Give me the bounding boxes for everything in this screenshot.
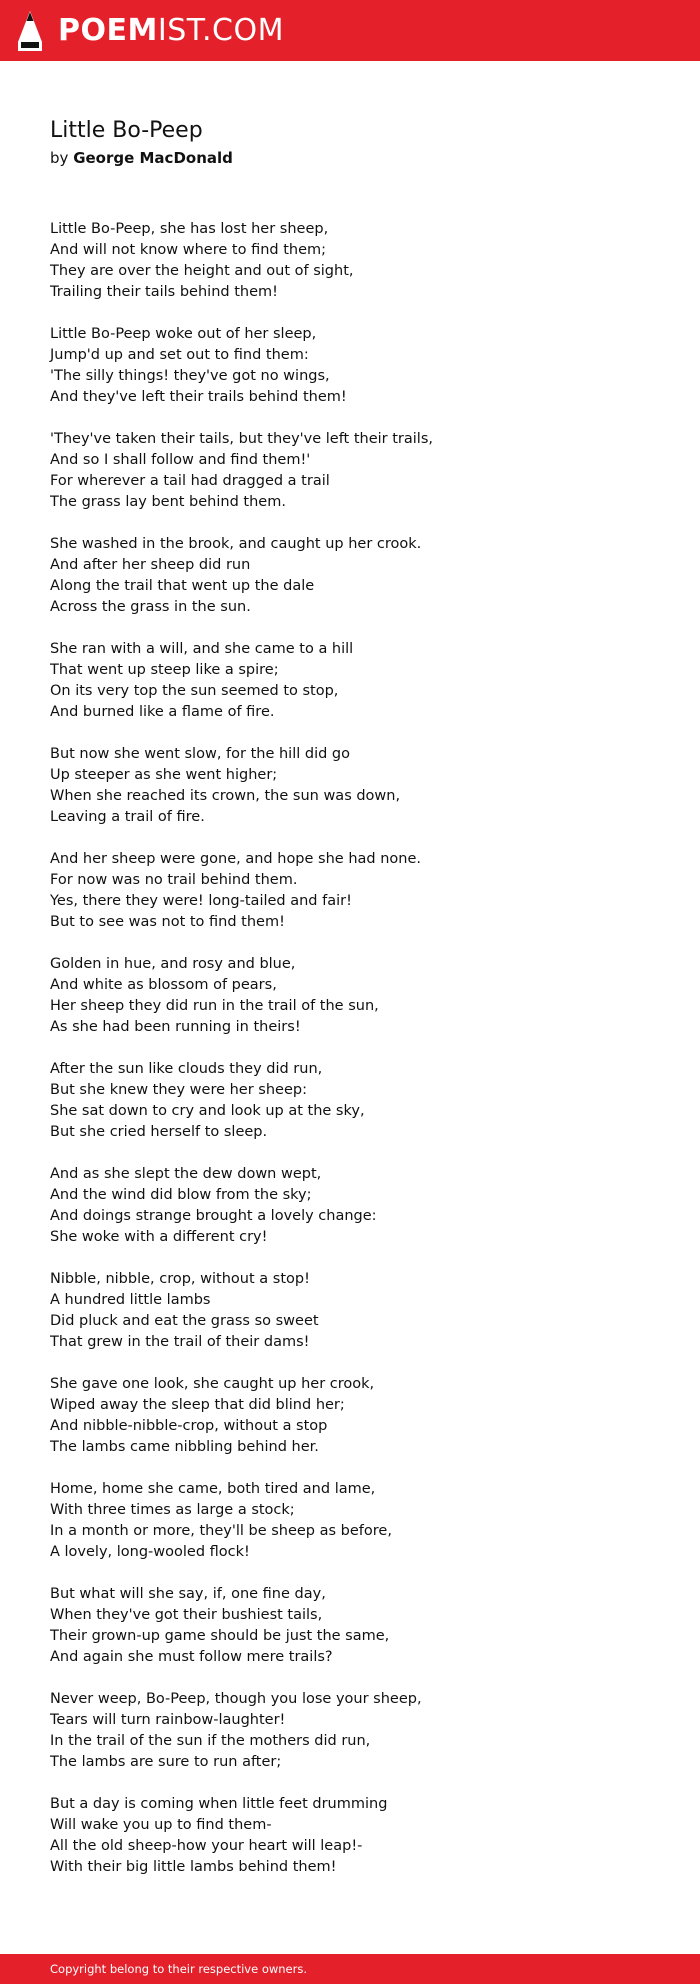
poem-line: With their big little lambs behind them! [50, 1859, 337, 1875]
poem-line: After the sun like clouds they did run, [50, 1061, 323, 1077]
poem-line: And her sheep were gone, and hope she had none. [50, 851, 421, 867]
copyright-notice: Copyright belong to their respective owners. [50, 1962, 308, 1976]
poem-line: She sat down to cry and look up at the sky, [50, 1103, 365, 1119]
poem-line: A hundred little lambs [50, 1292, 211, 1308]
poem-stanza [50, 429, 660, 513]
poem-line: But she knew they were her sheep: [50, 1082, 307, 1098]
poem-line: Home, home she came, both tired and lame, [50, 1481, 376, 1497]
poem-line: In a month or more, they'll be sheep as before, [50, 1523, 392, 1539]
poem-byline [50, 147, 660, 169]
poem-line: That grew in the trail of their dams! [50, 1334, 310, 1350]
logo-strong-text: POEM [58, 13, 158, 48]
site-footer [0, 1954, 700, 1984]
poem-line: And again she must follow mere trails? [50, 1649, 333, 1665]
poem-line: Yes, there they were! long-tailed and fair! [50, 893, 352, 909]
poem-line: And so I shall follow and find them!' [50, 452, 311, 468]
poem-line: She gave one look, she caught up her crook, [50, 1376, 375, 1392]
poem-line: On its very top the sun seemed to stop, [50, 683, 339, 699]
poem-line: And nibble-nibble-crop, without a stop [50, 1418, 328, 1434]
poem-line: 'The silly things! they've got no wings, [50, 368, 330, 384]
poem-line: Never weep, Bo-Peep, though you lose your sheep, [50, 1691, 422, 1707]
poem-line: Nibble, nibble, crop, without a stop! [50, 1271, 310, 1287]
poem-line: When they've got their bushiest tails, [50, 1607, 323, 1623]
poem-line: Jump'd up and set out to find them: [50, 347, 309, 363]
poem-title: Little Bo-Peep [50, 118, 203, 143]
poem-line: The grass lay bent behind them. [50, 494, 286, 510]
poem-line: Will wake you up to find them- [50, 1817, 272, 1833]
poem-line: Trailing their tails behind them! [50, 284, 278, 300]
poem-line: They are over the height and out of sight, [50, 263, 354, 279]
poem-stanza [50, 324, 660, 408]
poem-line: Wiped away the sleep that did blind her; [50, 1397, 345, 1413]
poem-line: She ran with a will, and she came to a hill [50, 641, 354, 657]
poem-line: Her sheep they did run in the trail of the sun, [50, 998, 379, 1014]
poem-stanza [50, 534, 660, 618]
poem-stanza [50, 639, 660, 723]
poem-line: But she cried herself to sleep. [50, 1124, 268, 1140]
poem-line: But a day is coming when little feet drumming [50, 1796, 388, 1812]
poem-stanza [50, 1584, 660, 1668]
site-header [0, 0, 700, 61]
poem-line: Along the trail that went up the dale [50, 578, 315, 594]
poem-line: When she reached its crown, the sun was down, [50, 788, 401, 804]
poem-line: Across the grass in the sun. [50, 599, 251, 615]
poem-line: And the wind did blow from the sky; [50, 1187, 312, 1203]
poem-line: She woke with a different cry! [50, 1229, 268, 1245]
poem-line: Golden in hue, and rosy and blue, [50, 956, 296, 972]
poem-line: Their grown-up game should be just the same, [50, 1628, 390, 1644]
poem-line: But now she went slow, for the hill did go [50, 746, 350, 762]
site-logo[interactable] [17, 9, 284, 53]
poem-line: And burned like a flame of fire. [50, 704, 275, 720]
poem-line: For now was no trail behind them. [50, 872, 298, 888]
poem-line: And will not know where to find them; [50, 242, 327, 258]
poem-line: And as she slept the dew down wept, [50, 1166, 322, 1182]
poem-line: Tears will turn rainbow-laughter! [50, 1712, 286, 1728]
poem-line: And white as blossom of pears, [50, 977, 277, 993]
logo-light-text: IST.COM [157, 13, 284, 48]
poem-line: She washed in the brook, and caught up her crook. [50, 536, 422, 552]
poem-line: With three times as large a stock; [50, 1502, 295, 1518]
poem-line: And doings strange brought a lovely change: [50, 1208, 377, 1224]
poem-line: And after her sheep did run [50, 557, 251, 573]
poem-stanza [50, 849, 660, 933]
poem-line: Little Bo-Peep, she has lost her sheep, [50, 221, 329, 237]
poem-stanza [50, 219, 660, 303]
poem-line: The lambs came nibbling behind her. [50, 1439, 319, 1455]
poem-body [50, 219, 660, 1899]
poem-stanza [50, 1374, 660, 1458]
poem-line: The lambs are sure to run after; [50, 1754, 282, 1770]
poem-stanza [50, 1164, 660, 1248]
poem-line: And they've left their trails behind them! [50, 389, 347, 405]
by-label: by [50, 149, 69, 167]
poem-line: A lovely, long-wooled flock! [50, 1544, 250, 1560]
poem-author: George MacDonald [73, 149, 233, 167]
poem-line: 'They've taken their tails, but they've left their trails, [50, 431, 434, 447]
poem-stanza [50, 1059, 660, 1143]
poem-line: But to see was not to find them! [50, 914, 285, 930]
poem-stanza [50, 1794, 660, 1878]
poem-stanza [50, 1479, 660, 1563]
pencil-tip-icon [17, 10, 43, 52]
poem-line: But what will she say, if, one fine day, [50, 1586, 326, 1602]
logo-wordmark [58, 9, 284, 53]
poem-stanza [50, 1269, 660, 1353]
poem-line: Little Bo-Peep woke out of her sleep, [50, 326, 317, 342]
poem-line: Did pluck and eat the grass so sweet [50, 1313, 319, 1329]
poem-line: For wherever a tail had dragged a trail [50, 473, 330, 489]
poem-stanza [50, 744, 660, 828]
poem-line: Up steeper as she went higher; [50, 767, 278, 783]
poem-stanza [50, 1689, 660, 1773]
poem-line: As she had been running in theirs! [50, 1019, 301, 1035]
poem-line: Leaving a trail of fire. [50, 809, 205, 825]
poem-stanza [50, 954, 660, 1038]
poem-line: That went up steep like a spire; [50, 662, 279, 678]
poem-line: All the old sheep-how your heart will leap!- [50, 1838, 363, 1854]
poem-heading [50, 115, 660, 169]
poem-line: In the trail of the sun if the mothers did run, [50, 1733, 371, 1749]
